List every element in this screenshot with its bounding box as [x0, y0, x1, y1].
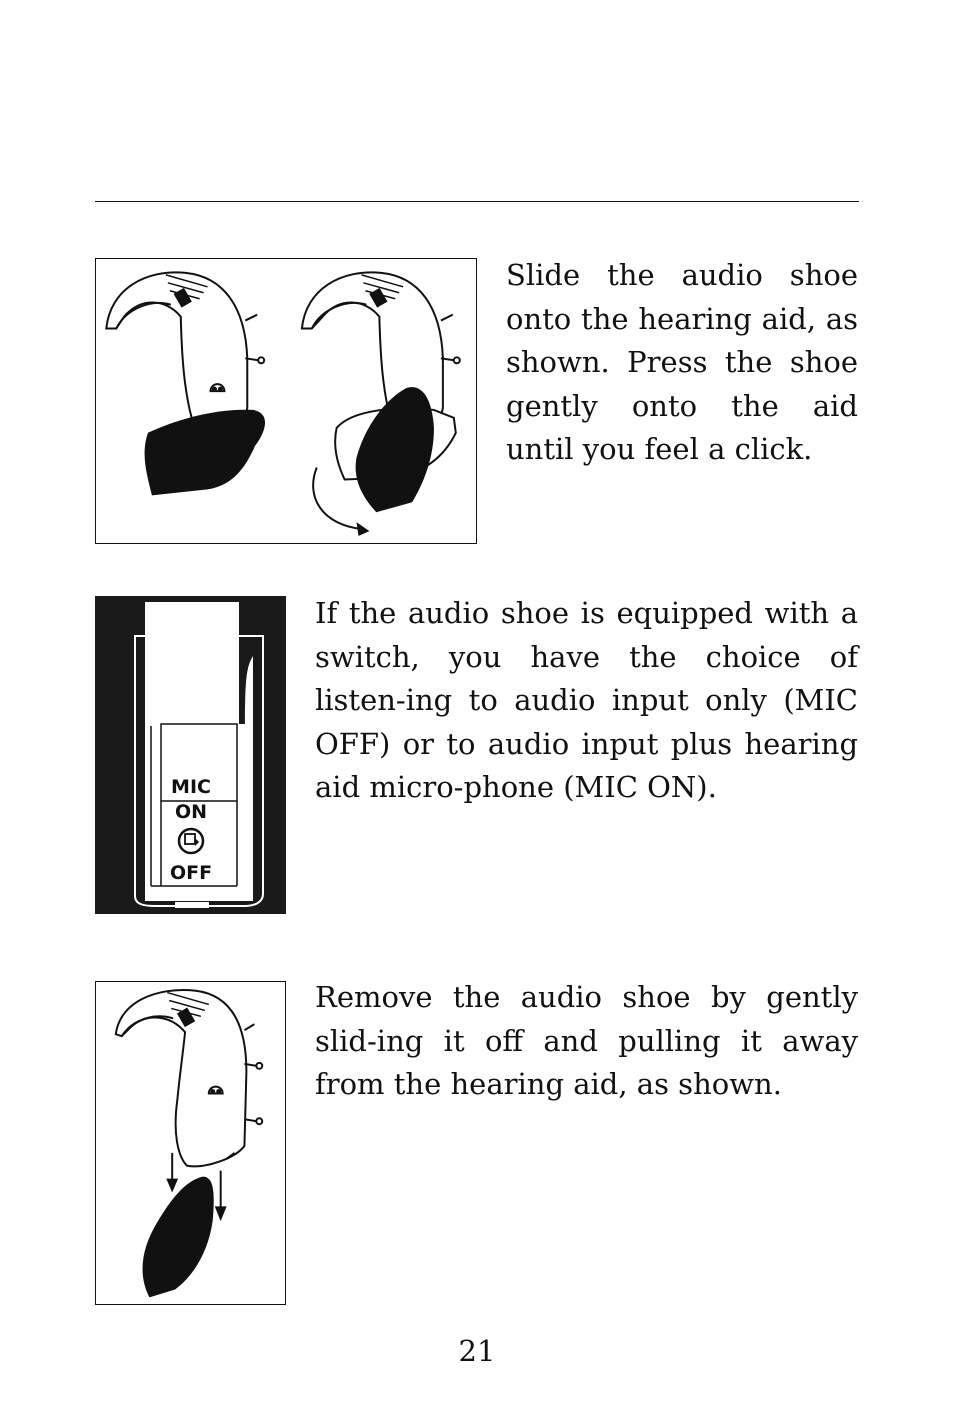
- mic-switch-illustration: [95, 596, 286, 914]
- audio-shoe-left: [145, 410, 265, 496]
- figure-mic-switch: [95, 596, 286, 914]
- figure-attach-audio-shoe: [95, 258, 477, 544]
- instruction-attach: Slide the audio shoe onto the hearing aid, as shown. Press the shoe gently onto the aid until you feel a click.: [506, 258, 858, 467]
- header-rule: [95, 201, 859, 202]
- switch-label-mic: MIC: [171, 776, 211, 798]
- attach-illustration: [96, 259, 476, 543]
- hearing-aid-left: [106, 272, 264, 422]
- page-number: 21: [458, 1334, 496, 1368]
- figure-remove-audio-shoe: [95, 981, 286, 1305]
- instruction-remove: Remove the audio shoe by gently slid-ing it off and pulling it away from the hearing aid, as shown.: [315, 980, 858, 1102]
- audio-shoe: [143, 1177, 214, 1298]
- audio-shoe-right: [356, 387, 434, 512]
- remove-illustration: [96, 982, 285, 1304]
- switch-label-off: OFF: [169, 862, 213, 884]
- instruction-mic-switch: If the audio shoe is equipped with a switch, you have the choice of listen-ing to audio input only (MIC OFF) or to audio input plus hearing aid micro-phone (MIC ON).: [315, 596, 859, 805]
- hearing-aid: [116, 990, 262, 1166]
- switch-label-on: ON: [174, 801, 208, 823]
